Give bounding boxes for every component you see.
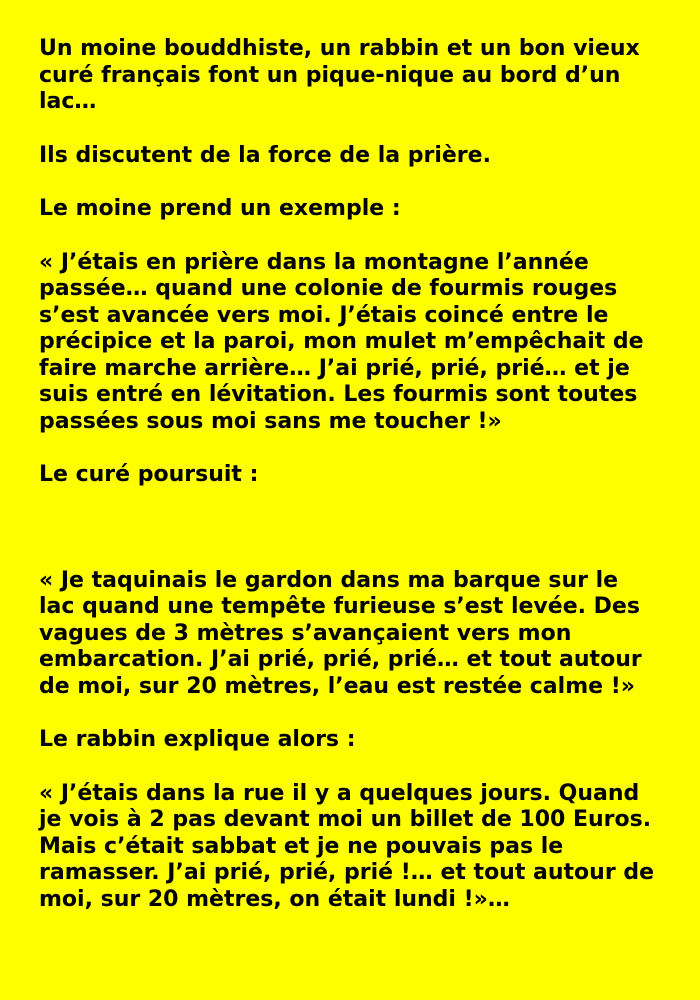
priest-intro-paragraph: Le curé poursuit : <box>39 462 259 487</box>
monk-story-paragraph: « J’étais en prière dans la montagne l’année passée… quand une colonie de fourmis rouges s’est avancée vers moi. J’étais coincé entre le précipice et la paroi, mon mulet m’empêchait de faire marche arrière… J’ai prié, prié, prié… et je suis entré en lévitation. Les fourmis sont toutes passées sous moi sans me toucher !» <box>39 249 644 434</box>
rabbi-intro-paragraph: Le rabbin explique alors : <box>39 727 356 752</box>
priest-story-paragraph: « Je taquinais le gardon dans ma barque sur le lac quand une tempête furieuse s’est levée. Des vagues de 3 mètres s’avançaient vers mon embarcation. J’ai prié, prié, prié… et tout autour de moi, sur 20 mètres, l’eau est restée calme !» <box>39 567 642 699</box>
intro-paragraph: Un moine bouddhiste, un rabbin et un bon vieux curé français font un pique-nique au bord d’un lac… <box>39 36 640 114</box>
monk-intro-paragraph: Le moine prend un exemple : <box>39 196 401 221</box>
rabbi-story-paragraph: « J’étais dans la rue il y a quelques jours. Quand je vois à 2 pas devant moi un billet de 100 Euros. Mais c’était sabbat et je ne pouvais pas le ramasser. J’ai prié, prié, prié !… et tout autour de moi, sur 20 mètres, on était lundi !»… <box>39 780 655 912</box>
topic-paragraph: Ils discutent de la force de la prière. <box>39 142 491 168</box>
